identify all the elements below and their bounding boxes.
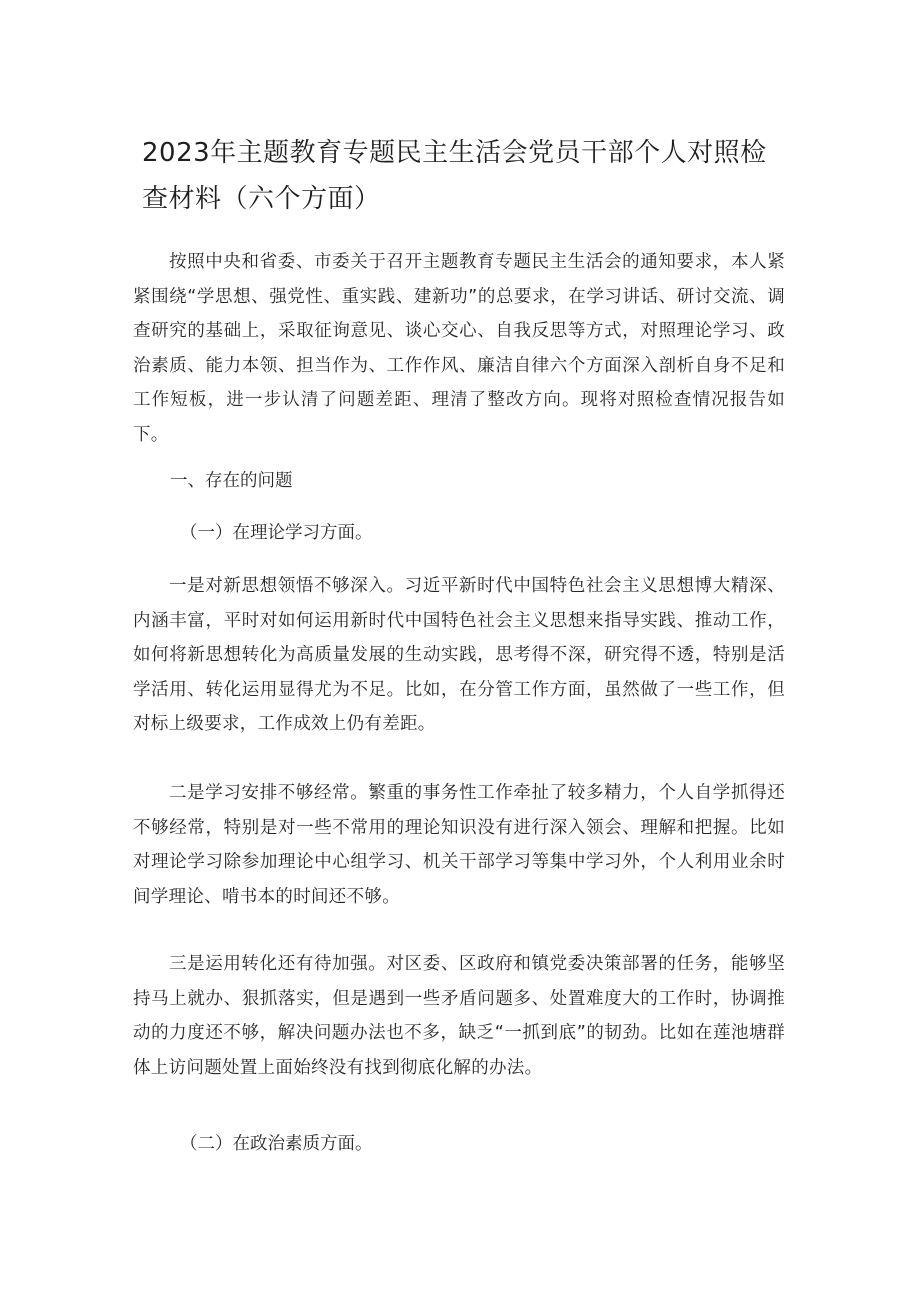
paragraph-application: 三是运用转化还有待加强。对区委、区政府和镇党委决策部署的任务，能够坚持马上就办、狠抓落实，但是遇到一些矛盾问题多、处置难度大的工作时，协调推动的力度还不够，解决问题办法也不多，缺乏“一抓到底”的韧劲。比如在莲池塘群体上访问题处置上面始终没有找到彻底化解的办法。 [133,954,785,1078]
paragraph-understanding: 一是对新思想领悟不够深入。习近平新时代中国特色社会主义思想博大精深、内涵丰富，平时对如何运用新时代中国特色社会主义思想来指导实践、推动工作，如何将新思想转化为高质量发展的生动实践，思考得不深，研究得不透，特别是活学活用、转化运用显得尤为不足。比如，在分管工作方面，虽然做了一些工作，但对标上级要求，工作成效上仍有差距。 [133,576,785,734]
subsection-heading-theory-study: （一）在理论学习方面。 [180,523,373,543]
subsection-heading-political-quality: （二）在政治素质方面。 [180,1134,373,1154]
document-title: 2023年主题教育专题民主生活会党员干部个人对照检查材料（六个方面） [142,138,767,214]
section-heading-problems: 一、存在的问题 [170,471,293,491]
paragraph-study-arrangement: 二是学习安排不够经常。繁重的事务性工作牵扯了较多精力，个人自学抓得还不够经常，特别是对一些不常用的理论知识没有进行深入领会、理解和把握。比如对理论学习除参加理论中心组学习、机关干部学习等集中学习外，个人利用业余时间学理论、啃书本的时间还不够。 [133,783,785,907]
intro-paragraph: 按照中央和省委、市委关于召开主题教育专题民主生活会的通知要求，本人紧紧围绕“学思想、强党性、重实践、建新功”的总要求，在学习讲话、研讨交流、调查研究的基础上，采取征询意见、谈心交心、自我反思等方式，对照理论学习、政治素质、能力本领、担当作为、工作作风、廉洁自律六个方面深入剖析自身不足和工作短板，进一步认清了问题差距、理清了整改方向。现将对照检查情况报告如下。 [133,252,785,445]
